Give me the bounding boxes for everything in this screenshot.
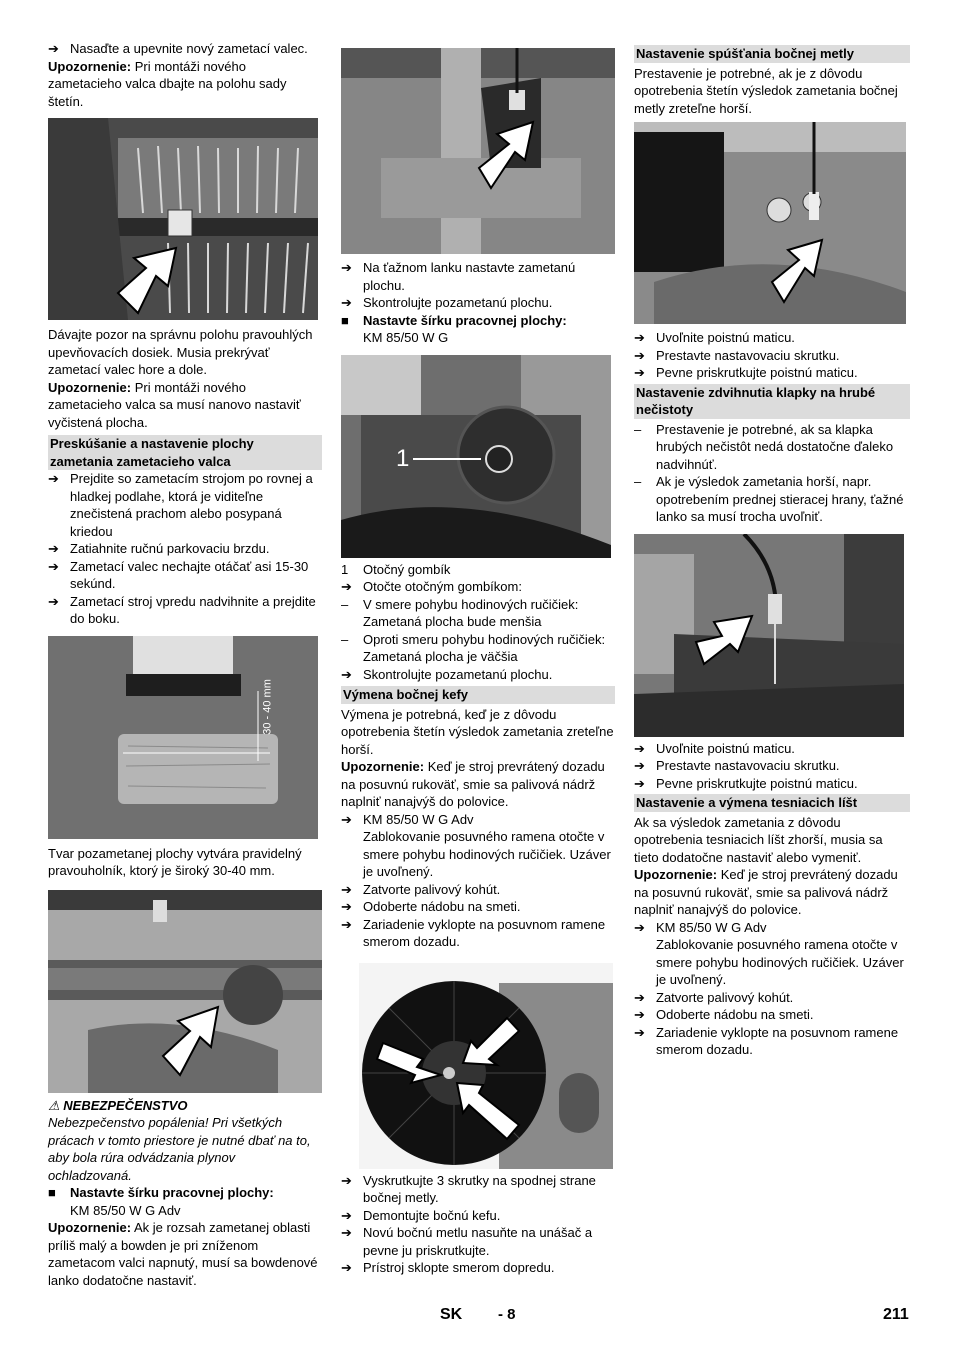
arrow-icon: ➔ [634,1007,645,1022]
arrow-icon: ➔ [634,330,645,345]
paragraph: Výmena je potrebná, keď je z dôvodu opotrebenia štetín výsledok zametania zreteľne horší. [341,706,614,757]
arrow-icon: ➔ [341,666,352,682]
step: ➔ Prístroj sklopte smerom dopredu. [341,1260,555,1275]
column-3 [634,45,910,1059]
dash-item: – Ak je výsledok zametania horší, napr. opotrebením prednej stieracej hrany, ťažné lanko sa musí trocha uvoľniť. [634,474,904,524]
photo-side-brush-adjust [634,122,906,324]
photo-roller-plate [48,118,318,320]
footer-section: - 8 [498,1306,516,1323]
photo-swept-area [48,636,318,839]
step: ➔ KM 85/50 W G Adv Zablokovanie posuvného ramena otočte v smere pohybu hodinových ručičiek. Uzáver je uvoľnený. [341,811,611,879]
step: ➔ Otočte otočným gombíkom: [341,579,522,594]
dash-item: – Oproti smeru pohybu hodinových ručičiek: Zametaná plocha je väčšia [341,631,606,664]
arrow-icon: ➔ [634,989,645,1005]
step: ➔ Prestavte nastavovaciu skrutku. [634,347,840,363]
arrow-icon: ➔ [48,593,59,609]
step: ➔ Zatvorte palivový kohút. [634,989,794,1005]
paragraph: Prestavenie je potrebné, ak je z dôvodu opotrebenia štetín výsledok zametania bočnej metly zreteľne horší. [634,65,898,116]
step: ➔ Nasaďte a upevnite nový zametací valec. [48,41,308,56]
step: ➔ Skontrolujte pozametanú plochu. [341,295,553,310]
danger-text: Nebezpečenstvo popálenia! Pri všetkých prácach v tomto priestore je nutné dbať na to, aby bola rúra odvádzania plynov ochladzovaná. [48,1115,311,1183]
arrow-icon: ➔ [341,916,352,932]
arrow-icon: ➔ [48,541,59,556]
step: ➔ Skontrolujte pozametanú plochu. [341,666,553,682]
arrow-icon: ➔ [634,775,645,791]
arrow-icon: ➔ [634,740,645,756]
section-heading: Nastavenie spúšťania bočnej metly [634,45,910,63]
dash-item: – Prestavenie je potrebné, ak sa klapka hrubých nečistôt nedá dostatočne ďaleko nadvihnúť. [634,421,894,472]
step: ➔ Pevne priskrutkujte poistnú maticu. [634,775,858,791]
note: Upozornenie: Pri montáži nového zametacieho valca sa musí nanovo nastaviť vyčistená plocha. [48,379,301,430]
arrow-icon: ➔ [634,365,645,380]
step: ➔ Prejdite so zametacím strojom po rovnej a hladkej podlahe, ktorá je viditeľne znečistená prachom alebo posypaná kriedou [48,471,313,539]
step: ➔ Zametací valec nechajte otáčať asi 15-30 sekúnd. [48,558,309,591]
section-heading: Nastavenie zdvihnutia klapky na hrubé nečistoty [634,384,910,419]
column-1 [48,40,322,1289]
column-2 [341,48,615,1277]
note: Upozornenie: Keď je stroj prevrátený dozadu na posuvnú rukoväť, smie sa palivová nádrž naplniť nanajvýš do polovice. [341,759,605,809]
step: ➔ Zatvorte palivový kohút. [341,881,501,897]
arrow-icon: ➔ [341,811,352,827]
note: Upozornenie: Pri montáži nového zametacieho valca dbajte na polohu sady štetín. [48,58,287,109]
step: ➔ Novú bočnú metlu nasuňte na unášač a pevne ju priskrutkujte. [341,1225,593,1258]
square-bullet-icon: ■ [341,312,349,328]
step: ➔ Pevne priskrutkujte poistnú maticu. [634,365,858,380]
arrow-icon: ➔ [341,1207,352,1223]
arrow-icon: ➔ [341,1172,352,1188]
arrow-icon: ➔ [634,919,645,935]
arrow-icon: ➔ [634,347,645,363]
callout-number: 1 [396,444,410,472]
paragraph: Ak sa výsledok zametania z dôvodu opotrebenia tesniacich líšt zhorší, musia sa tieto dodatočne nastaviť alebo vymeniť. [634,814,883,865]
dash-item: – V smere pohybu hodinových ručičiek: Zametaná plocha bude menšia [341,596,579,629]
arrow-icon: ➔ [341,295,352,310]
step: ➔ Zatiahnite ručnú parkovaciu brzdu. [48,541,270,556]
step: ➔ Zariadenie vyklopte na posuvnom ramene smerom dozadu. [341,916,606,949]
danger-title: ⚠ NEBEZPEČENSTVO [48,1097,188,1113]
photo-rotary-knob [341,355,611,558]
page-number: 211 [883,1306,909,1323]
step: ➔ Uvoľnite poistnú maticu. [634,740,795,756]
step: ➔ Zariadenie vyklopte na posuvnom ramene smerom dozadu. [634,1024,899,1057]
arrow-icon: ➔ [634,1024,645,1040]
section-heading: Preskúšanie a nastavenie plochy zametania zametacieho valca [48,435,322,470]
step: ➔ Odoberte nádobu na smeti. [634,1007,814,1022]
footer-language: SK [440,1306,463,1323]
arrow-icon: ➔ [341,260,352,275]
step: ➔ Prestavte nastavovaciu skrutku. [634,758,840,773]
photo-flap-cable [634,534,904,737]
photo-exhaust-pipe [48,890,322,1093]
section-heading: Nastavenie a výmena tesniacich líšt [634,794,910,812]
photo-bowden-cable [341,48,615,254]
warning-icon: ⚠ [48,1097,60,1113]
step-model: KM 85/50 W G Adv [70,1202,181,1218]
dimension-label: 30 - 40 mm [261,678,274,735]
arrow-icon: ➔ [341,1260,352,1275]
section-heading: Výmena bočnej kefy [341,686,615,704]
step: ➔ Zametací stroj vpredu nadvihnite a prejdite do boku. [48,593,316,626]
arrow-icon: ➔ [341,899,352,914]
step-square: ■ Nastavte šírku pracovnej plochy: [341,312,567,328]
photo-side-brush [359,963,613,1169]
step-square: ■ Nastavte šírku pracovnej plochy: [48,1185,274,1200]
note: Upozornenie: Keď je stroj prevrátený dozadu na posuvnú rukoväť, smie sa palivová nádrž naplniť nanajvýš do polovice. [634,867,898,917]
step: ➔ Odoberte nádobu na smeti. [341,899,521,914]
square-bullet-icon: ■ [48,1185,56,1200]
step: ➔ Demontujte bočnú kefu. [341,1207,501,1223]
step: ➔ Na ťažnom lanku nastavte zametanú plochu. [341,260,576,293]
step: ➔ Vyskrutkujte 3 skrutky na spodnej strane bočnej metly. [341,1172,596,1205]
arrow-icon: ➔ [634,758,645,773]
paragraph: Tvar pozametanej plochy vytvára pravidelný pravouholník, ktorý je široký 30-40 mm. [48,845,302,878]
note: Upozornenie: Ak je rozsah zametanej oblasti príliš malý a bowden je pri zníženom zametacom valci napnutý, musí sa bowdenové lanko dodatočne nastaviť. [48,1220,318,1288]
arrow-icon: ➔ [341,579,352,594]
paragraph: Dávajte pozor na správnu polohu pravouhlých upevňovacích dosiek. Musia prekrývať zametací valec hore a dole. [48,327,313,377]
arrow-icon: ➔ [48,471,59,486]
arrow-icon: ➔ [341,1225,352,1240]
legend-item: 1 Otočný gombík [341,561,451,577]
step: ➔ KM 85/50 W G Adv Zablokovanie posuvného ramena otočte v smere pohybu hodinových ručičiek. Uzáver je uvoľnený. [634,919,904,987]
arrow-icon: ➔ [48,558,59,574]
arrow-icon: ➔ [341,881,352,897]
step-model: KM 85/50 W G [363,330,449,345]
step: ➔ Uvoľnite poistnú maticu. [634,330,795,345]
arrow-icon: ➔ [48,41,59,56]
